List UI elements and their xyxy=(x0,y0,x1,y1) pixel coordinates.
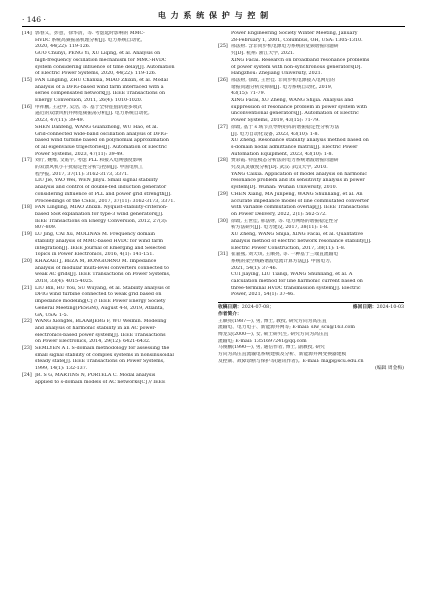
reference-line: 的双馈风机小干扰稳定性分析与控制[J]. 中国电机工 xyxy=(35,165,144,171)
reference-line: CHEN Xiang, MA Junpeng, WANG Shunliang, et al. An xyxy=(231,191,363,197)
reference-line: based SSR explanation for type-3 wind generators[J]. xyxy=(35,211,164,217)
reference-line: XING Facai. Research on broadband resonance problems xyxy=(231,57,370,63)
reference-line: applied to s-domain models of AC networks[C] // IEEE xyxy=(35,379,166,385)
reference-number: [20] xyxy=(22,258,32,264)
reference-number: [16] xyxy=(22,104,32,110)
reference-line: 43(15): 71-79. xyxy=(231,91,266,97)
journal-title: 电 力 系 统 保 护 与 控 制 xyxy=(157,10,270,20)
reference-line: GUO Chunyi, PENG Yi, XU Liqing, et al. Analysis on xyxy=(35,51,161,57)
reference-entry xyxy=(218,78,404,125)
reference-line: s-domain nodal admittance matrix[J]. Electric Power xyxy=(231,144,358,150)
reference-line: Proceedings of the CSEE, 2017, 37(11): 3162-3173, 3371. xyxy=(35,198,175,204)
author-bio-line: 傅龙昊(2000—), 女, 硕士研究生, 研究方向为高压直 xyxy=(218,331,329,337)
received-label: 收稿日期： xyxy=(218,305,242,311)
reference-line: considering influence of PLL and power grid strength[J]. xyxy=(35,191,172,197)
reference-line: system considering influence of time delay[J]. Automation xyxy=(35,64,175,70)
reference-entry xyxy=(22,373,208,386)
reference-line: three-terminal HVDC transmission system[J]. Electric xyxy=(231,285,361,291)
reference-line: 崔嘉燕, 刘天琪, 王顺亮, 等. 一种基于三端直流输电 xyxy=(231,252,339,258)
reference-line: 逼近的双馈风机并网宽频振荡分析[J]. 电力系统自动化, xyxy=(35,111,150,117)
received-date: 2024-07-08； xyxy=(241,305,274,311)
reference-line: analysis of modular multi-level converters connected to xyxy=(35,265,169,271)
reference-number: [31] xyxy=(218,252,228,258)
reference-line: small signal stability of complex systems in nonsinusoidal xyxy=(35,352,174,358)
reference-line: 2023, 47(11): 39-49. xyxy=(35,118,85,124)
reference-line: LIU Bin, HU You, SU Wuyang, et al. Stability analysis of xyxy=(35,285,170,291)
editor-credit: (编辑 周金梅) xyxy=(375,366,404,372)
reference-line: LU Jing, CAI Xu, MOLINAS M. Frequency domain xyxy=(35,232,155,238)
author-intro-label: 作者简介： xyxy=(218,311,242,317)
reference-line: XU Zheng, WANG Shijia, XING Facai, et al. Qualitative xyxy=(231,232,364,238)
reference-line: Topics in Power Electronics, 2016, 4(1): 141-151. xyxy=(35,252,154,258)
reference-line: IEEE Transactions on Energy Conversion, 2012, 27(3): xyxy=(35,218,168,224)
reference-line: analysis of a DFIG-based wind farm interfaced with a xyxy=(35,84,164,90)
reference-line: DFIG wind turbine connected to weak grid based on xyxy=(35,292,162,298)
reference-line: 谐振问题分析及抑制[J]. 电力系统自动化, 2019, xyxy=(231,84,333,90)
reference-number: [28] xyxy=(218,158,228,164)
page-header xyxy=(22,10,405,24)
reference-line: of Electric Power Systems, 2020, 44(22): 119-126. xyxy=(35,71,157,77)
reference-line: XING Facai, XU Zheng, WANG Shijia. Analysis and xyxy=(231,98,354,104)
reference-entry xyxy=(218,219,404,253)
reference-line: HVDC 系统高频振荡机理分析[J]. 电力系统自动化, xyxy=(35,37,143,43)
reference-line: integration[J]. IEEE Journal of Emerging and Selected xyxy=(35,245,166,251)
author-bio-line: 及控制、故障诊断与保护等(通讯作者)。E-mail: majp@scu.edu.cn xyxy=(218,358,364,364)
reference-entry xyxy=(22,319,208,346)
reference-line: 1999, 14(1): 132-137. xyxy=(35,366,88,372)
reference-line: WANG Xiongfei, BLAABJERG F, WU Weimin. Modeling xyxy=(35,319,167,325)
reference-entry xyxy=(22,286,208,320)
reference-line: FAN Lingling, ZHU Chanxia, MIAO Zhixin, et al. Modal xyxy=(35,77,168,83)
author-bio-line: 方向为高压直流输电系统建模及分析、新能源并网变换器建模 xyxy=(218,352,347,358)
reference-line: analysis and control of double-fed induction generator xyxy=(35,185,167,191)
reference-line: XU Zheng. Resonance stability analysis method based on xyxy=(231,138,369,144)
reference-entry xyxy=(22,205,208,232)
reference-line: unconventional generators[J]. Automation of Electric xyxy=(231,111,359,117)
reference-line: 807-809. xyxy=(35,225,57,231)
reference-line: electronics-based power system[J]. IEEE Transactions xyxy=(35,332,166,338)
reference-line: of power system with non-synchronous generators[D]. xyxy=(231,64,362,70)
reference-line: on Power Electronics, 2014, 29(12): 6421-6432. xyxy=(35,339,151,345)
reference-entry xyxy=(22,346,208,373)
reference-line: 贾彩霞. 特征模态分析法的电力系统谐波谐振问题研 xyxy=(231,158,339,164)
reference-number: [17] xyxy=(22,158,32,164)
author-bio-line: 流输电、电力电子、新能源并网等; E-mail: slw_scu@163.com xyxy=(218,325,355,331)
reference-line: FAN Lingling, MIAO Zhixin. Nyquist-stability-criterion- xyxy=(35,205,168,211)
reference-line: Electric Power Construction, 2017, 38(11): 1-8. xyxy=(231,245,346,251)
reference-line: system[D]. Wuhan: Wuhan University, 2010. xyxy=(231,185,338,191)
reference-line: and analysis of harmonic stability in an AC power- xyxy=(35,325,157,331)
reference-line: series compensated network[J]. IEEE Transactions on xyxy=(35,91,166,97)
reference-entry xyxy=(22,259,208,286)
reference-number: [27] xyxy=(218,124,228,130)
two-column-body xyxy=(22,31,405,386)
reference-line: suppression of resonance problem in power system with xyxy=(231,104,367,110)
reference-entry xyxy=(22,78,208,105)
reference-line: JR. S G, MARTINS N, PORTELA C. Modal analysis xyxy=(35,372,156,378)
reference-line: Power, 2021, 54(1): 37-46. xyxy=(231,292,295,298)
reference-entry xyxy=(22,158,208,205)
reference-line: GA, USA: 1-5. xyxy=(35,312,69,318)
reference-line: CUI Jiaying, LIU Tianqi, WANG Shunliang, et al. A xyxy=(231,272,353,278)
reference-line: 程学报, 2017, 37(11): 3162-3173, 3371. xyxy=(35,171,129,177)
revised-label: 修回日期： xyxy=(352,305,377,311)
reference-line: Power Systems, 2019, 43(15): 71-79. xyxy=(231,118,320,124)
reference-line: 析方法研究[J]. 电力建设, 2017, 38(11): 1-8. xyxy=(231,225,329,231)
author-bio-line: 马俊鹏(1990—), 男, 通信作者, 博士, 副教授, 研究 xyxy=(218,345,325,351)
dates-line xyxy=(218,305,404,312)
article-metadata xyxy=(218,302,404,373)
reference-line: SEMLYEN A I. S-domain methodology for assessing the xyxy=(35,346,170,352)
reference-line: 2021, 54(1): 37-46. xyxy=(231,265,278,271)
metadata-rule xyxy=(218,302,404,303)
reference-line: steady state[J]. IEEE Transactions on Power Systems, xyxy=(35,359,165,365)
reference-number: [21] xyxy=(22,285,32,291)
reference-entry xyxy=(218,252,404,299)
reference-entry xyxy=(22,31,208,78)
reference-number: [23] xyxy=(22,346,32,352)
reference-number: [25] xyxy=(218,44,228,50)
reference-line: 究及其灵敏度分析[D]. 武汉: 武汉大学, 2010. xyxy=(231,165,328,171)
reference-line: LIU Jie, YAO Wei, WEN Jinyu. Small signal stability xyxy=(35,178,158,184)
reference-number: [14] xyxy=(22,31,32,36)
reference-line: high-frequency oscillation mechanism for MMC-HVDC xyxy=(35,57,167,63)
left-column xyxy=(22,31,208,386)
reference-entry xyxy=(218,44,404,78)
reference-line: 邢法财. 含非同步机电源电力系统的宽频谐振问题研 xyxy=(231,44,339,50)
reference-line: General Meeting(PESGM), August 4-8, 2019, Atlanta, xyxy=(35,305,165,311)
reference-number: [30] xyxy=(218,218,228,224)
reference-line: 2020, 44(22): 119-126. xyxy=(35,44,91,50)
reference-entry xyxy=(218,125,404,159)
reference-line: accurate impedance model of line commutated converter xyxy=(231,198,370,204)
reference-line: 2018, 33(4): 4015-4025. xyxy=(35,279,94,285)
reference-line: stability analysis of MMC-based HVDC for wind farm xyxy=(35,238,163,244)
reference-entry xyxy=(218,158,404,192)
reference-line: Hangzhou: Zhejiang University, 2021. xyxy=(231,71,323,77)
header-rule xyxy=(22,26,405,27)
reference-line: SHEN Danfeng, WANG Guanzhong, WU Hao, et al. xyxy=(35,124,159,130)
reference-entry xyxy=(218,192,404,219)
reference-line: 28-February 1, 2001, Columbus, OH, USA: 1305-1310. xyxy=(231,37,363,43)
reference-line: Energy Conversion, 2011, 26(4): 1010-1020. xyxy=(35,98,143,104)
reference-line: Power Engineering Society Winter Meeting, January xyxy=(231,31,358,36)
author-bio-line: 流输电; E-mail: 1351697241@qq.com xyxy=(218,338,307,344)
reference-line: 申祥鹏, 王冠中, 吴浩, 等. 基于全特征值轨迹多项式 xyxy=(35,104,143,110)
reference-entry xyxy=(22,232,208,259)
reference-number: [29] xyxy=(218,191,228,197)
reference-line: on Power Delivery, 2022, 2(1): 562-572. xyxy=(231,211,327,217)
reference-line: impedance modeling[C] // IEEE Power Energy Society xyxy=(35,299,166,305)
reference-line: weak AC grids[J]. IEEE Transactions on Power Systems, xyxy=(35,272,171,278)
reference-line: [J]. 电力自动化设备, 2023, 43(10): 1-8. xyxy=(231,131,320,137)
reference-line: of all eigenvalue trajectories[J]. Automation of Electric xyxy=(35,144,167,150)
reference-line: Power Systems, 2023, 47(11): 39-49. xyxy=(35,151,124,157)
reference-line: calculation method for line harmonic current based on xyxy=(231,279,363,285)
page-number: · 146 · xyxy=(22,15,46,24)
reference-number: [26] xyxy=(218,77,228,83)
reference-entry xyxy=(22,105,208,159)
reference-number: [22] xyxy=(22,319,32,325)
author-bios xyxy=(218,312,404,366)
reference-line: analysis method of electric network resonance stability[J]. xyxy=(231,238,372,244)
reference-number: [15] xyxy=(22,77,32,83)
reference-line: 究[D]. 杭州: 浙江大学, 2021. xyxy=(231,51,295,57)
reference-line: with variable commutation overlap[J]. IEEE Transactions xyxy=(231,205,369,211)
reference-number: [24] xyxy=(22,372,32,378)
reference-line: based wind turbine based on polynomial approximation xyxy=(35,138,169,144)
reference-line: resonance problem and its sensitivity analysis in power xyxy=(231,178,365,184)
author-bio-lines xyxy=(218,319,404,366)
reference-line: 徐政, 基于 s 域节点导纳矩阵的谐振稳定性分析方法 xyxy=(231,124,340,130)
reference-line: 邢法财, 徐政, 王世佳. 非同步机电源接入电网后的 xyxy=(231,77,336,83)
reference-line: 系统的架空线路谐波电流计算方法[J]. 中国电力, xyxy=(231,258,332,264)
reference-line: 郭春义，彭意，徐华清，等. 考虑延时影响的 MMC- xyxy=(35,31,145,36)
reference-line: Grid-connected wide-band oscillation analysis of DFIG- xyxy=(35,131,168,137)
reference-line: Automation Equipment, 2023, 43(10): 1-8. xyxy=(231,151,334,157)
reference-number: [19] xyxy=(22,232,32,238)
right-column xyxy=(218,31,404,386)
reference-line: KHAZAEI J, BEZA M, BONGIORNO M. Impedance xyxy=(35,258,157,264)
author-bio-line: 王顺亮(1987—), 男, 博士, 教授, 研究方向为高压直 xyxy=(218,318,327,324)
reference-number: [18] xyxy=(22,205,32,211)
right-reference-list xyxy=(218,31,404,299)
revised-date: 2024-10-03 xyxy=(376,305,404,311)
reference-entry xyxy=(218,31,404,44)
reference-line: 徐政, 王世佳, 邢法财, 等. 电力网络的谐振稳定性分 xyxy=(231,218,339,224)
reference-line: 刘厅, 姚维, 文皓宇, 考虑 PLL 和接入电网强度影响 xyxy=(35,158,143,164)
reference-line: YANG Caixia. Application of model analysis on harmonic xyxy=(231,171,367,177)
